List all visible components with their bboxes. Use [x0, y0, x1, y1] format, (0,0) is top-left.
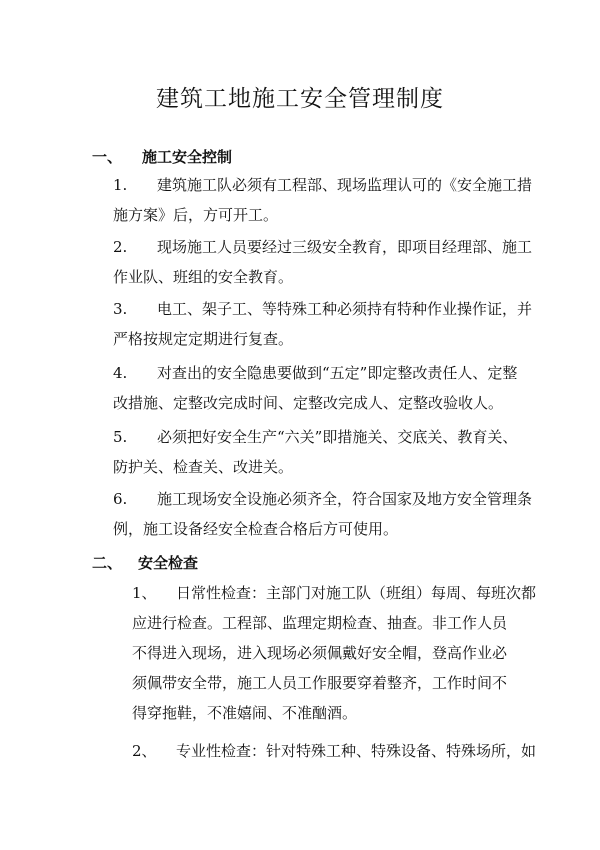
item-number: 2、 — [132, 742, 157, 760]
item-number: 2. — [113, 238, 128, 256]
item-line: 得穿拖鞋，不准嬉闹、不准酗酒。 — [132, 704, 358, 722]
item-line: 建筑施工队必须有工程部、现场监理认可的《安全施工措 — [157, 176, 533, 194]
item-line: 严格按规定定期进行复查。 — [113, 330, 294, 348]
list-item — [132, 736, 536, 766]
item-line: 不得进入现场，进入现场必须佩戴好安全帽，登高作业必 — [132, 644, 508, 662]
item-line: 应进行检查。工程部、监理定期检查、抽查。非工作人员 — [132, 614, 508, 632]
section-title: 安全检查 — [138, 554, 199, 572]
section-number: 二、 — [92, 554, 123, 572]
item-line: 作业队、班组的安全教育。 — [113, 268, 294, 286]
section-title: 施工安全控制 — [142, 148, 233, 166]
item-line: 现场施工人员要经过三级安全教育，即项目经理部、施工 — [157, 238, 533, 256]
item-line: 必须把好安全生产“六关”即措施关、交底关、教育关、 — [157, 428, 518, 446]
page-title: 建筑工地施工安全管理制度 — [156, 86, 444, 112]
section-heading-1 — [92, 146, 232, 167]
list-item — [113, 170, 532, 230]
item-line: 日常性检查：主部门对施工队（班组）每周、每班次都 — [176, 584, 537, 602]
item-line: 须佩带安全带，施工人员工作服要穿着整齐，工作时间不 — [132, 674, 508, 692]
item-line: 电工、架子工、等特殊工种必须持有特种作业操作证，并 — [157, 300, 533, 318]
item-number: 6. — [113, 490, 128, 508]
item-line: 专业性检查：针对特殊工种、特殊设备、特殊场所，如 — [176, 742, 537, 760]
item-line: 改措施、定整改完成时间、定整改完成人、定整改验收人。 — [113, 394, 504, 412]
list-item — [113, 232, 532, 292]
item-line: 对查出的安全隐患要做到“五定”即定整改责任人、定整 — [157, 364, 518, 382]
item-number: 1. — [113, 176, 128, 194]
item-number: 3. — [113, 300, 128, 318]
item-line: 施工现场安全设施必须齐全，符合国家及地方安全管理条 — [157, 490, 533, 508]
item-number: 5. — [113, 428, 128, 446]
list-item — [113, 484, 532, 544]
list-item — [113, 358, 517, 418]
list-item — [132, 578, 536, 728]
item-line: 防护关、检查关、改进关。 — [113, 458, 294, 476]
list-item — [113, 294, 532, 354]
item-line: 例，施工设备经安全检查合格后方可使用。 — [113, 520, 399, 538]
item-line: 施方案》后，方可开工。 — [113, 206, 279, 224]
list-item — [113, 422, 517, 482]
item-number: 1、 — [132, 584, 157, 602]
item-number: 4. — [113, 364, 128, 382]
section-number: 一、 — [92, 148, 123, 166]
section-heading-2 — [92, 552, 198, 573]
